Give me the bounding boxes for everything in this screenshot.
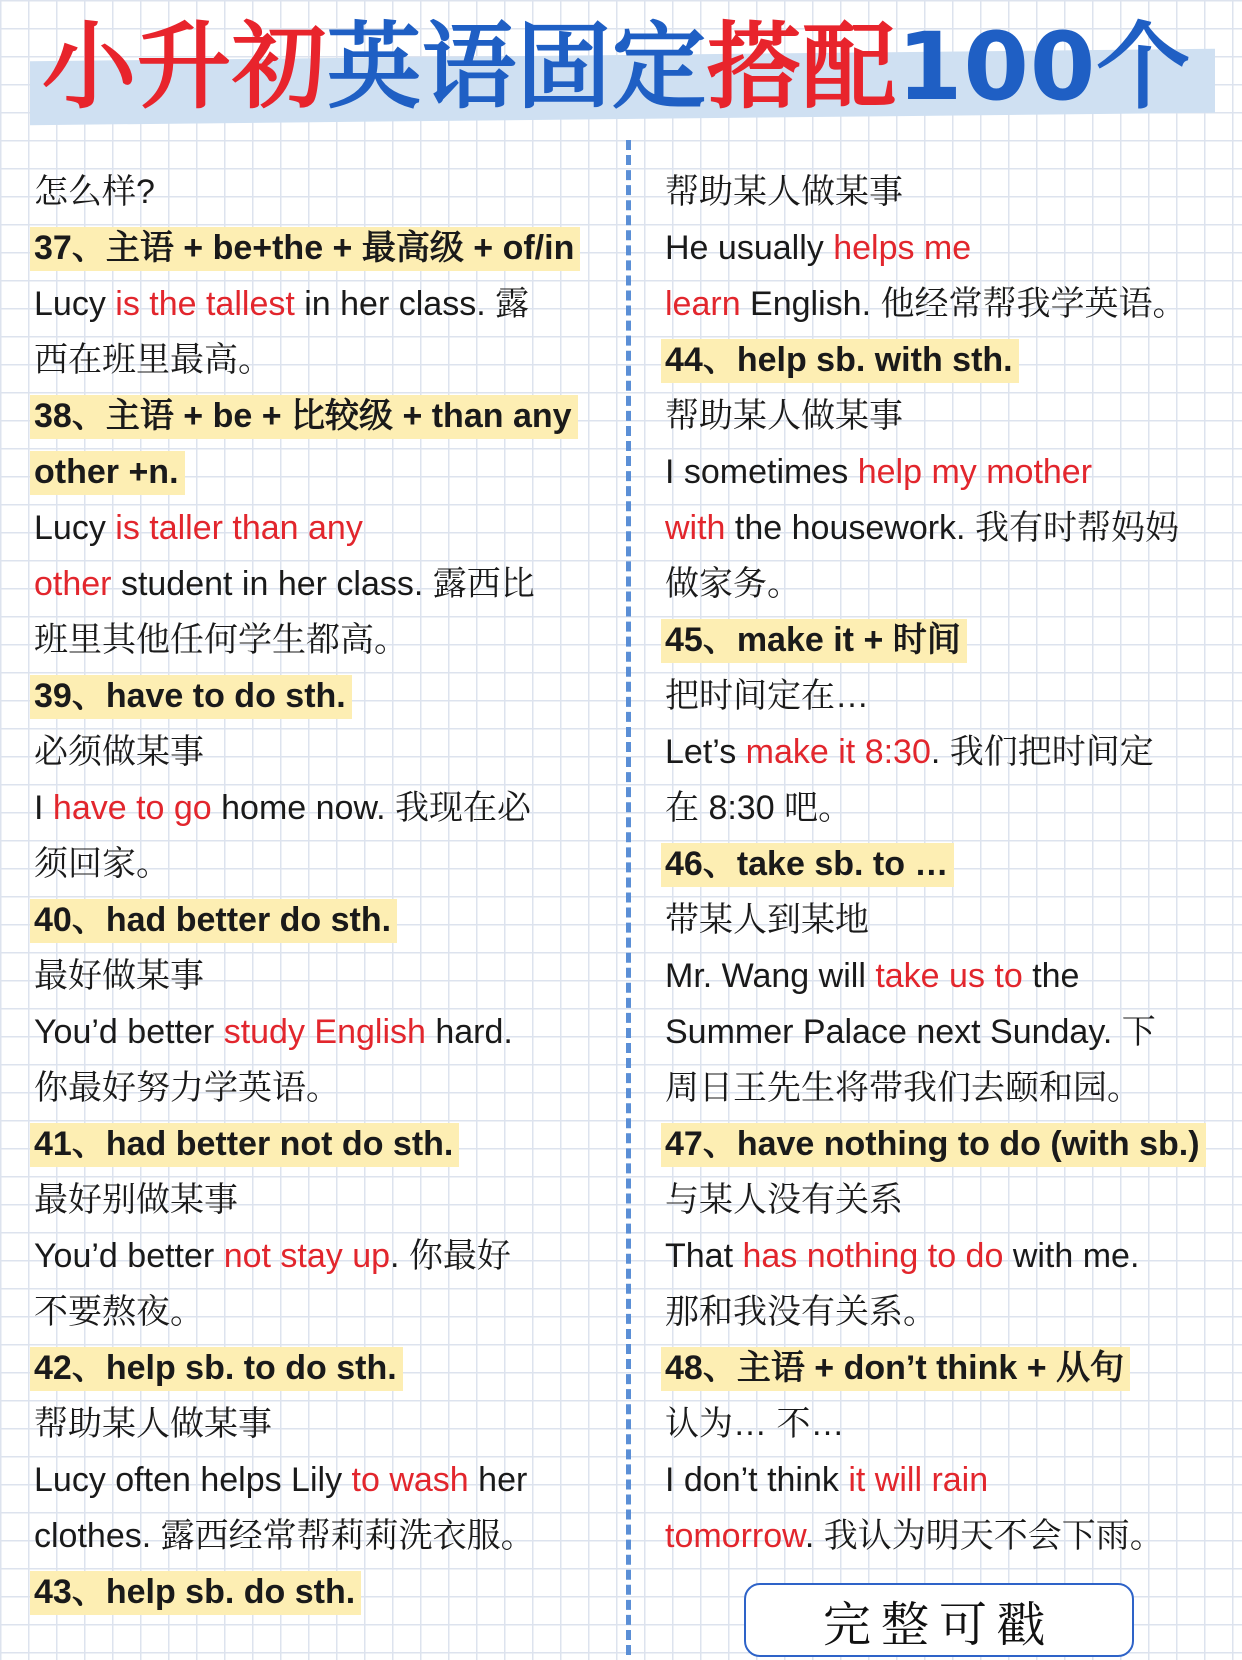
text-segment: 42、help sb. to do sth. [34, 1349, 397, 1387]
keyword-phrase: take us to [875, 957, 1023, 995]
text-segment: 帮助某人做某事 [665, 397, 903, 435]
text-segment: 45、make it + 时间 [665, 621, 961, 659]
text-line [665, 1060, 1225, 1116]
keyword-phrase: is the tallest [115, 285, 295, 323]
text-line [34, 612, 594, 668]
text-line [665, 1284, 1225, 1340]
text-segment: 做家务。 [665, 565, 801, 603]
title-part-red-b: 搭配 [707, 13, 898, 122]
phrase-heading [34, 388, 594, 444]
text-segment: I sometimes [665, 453, 858, 491]
text-line [34, 1004, 594, 1060]
text-segment: her [468, 1461, 528, 1499]
text-segment: 39、have to do sth. [34, 677, 346, 715]
text-segment: home now. 我现在必 [211, 789, 532, 827]
phrase-heading [34, 1564, 594, 1620]
phrase-heading [665, 332, 1225, 388]
text-line [665, 1172, 1225, 1228]
text-line [34, 1060, 594, 1116]
text-line [665, 220, 1225, 276]
text-segment: You’d better [34, 1237, 224, 1275]
text-segment: other +n. [34, 453, 179, 491]
text-line [34, 836, 594, 892]
text-line [34, 500, 594, 556]
keyword-phrase: helps me [833, 229, 972, 267]
phrase-heading [665, 836, 1225, 892]
text-line [665, 780, 1225, 836]
keyword-phrase: not stay up [223, 1237, 391, 1275]
text-segment: 38、主语 + be + 比较级 + than any [34, 397, 572, 435]
heading-highlight [30, 1123, 459, 1167]
text-segment: 在 8:30 吧。 [665, 789, 853, 827]
keyword-phrase: make it 8:30 [745, 733, 931, 771]
text-line [665, 948, 1225, 1004]
keyword-phrase: is taller than any [115, 509, 363, 547]
text-segment: 周日王先生将带我们去颐和园。 [665, 1069, 1141, 1107]
text-line [34, 1228, 594, 1284]
text-segment: . 我认为明天不会下雨。 [804, 1517, 1164, 1555]
text-segment: English. 他经常帮我学英语。 [740, 285, 1187, 323]
text-line [665, 1004, 1225, 1060]
keyword-phrase: it will rain [848, 1461, 989, 1499]
keyword-phrase: with [665, 509, 726, 547]
keyword-phrase: to wash [351, 1461, 469, 1499]
text-line [34, 948, 594, 1004]
text-segment: I don’t think [665, 1461, 849, 1499]
text-segment: 帮助某人做某事 [34, 1405, 272, 1443]
column-divider [626, 140, 631, 1655]
view-complete-button[interactable]: 完整可戳 [744, 1583, 1134, 1657]
text-segment: the [1022, 957, 1080, 995]
text-line [665, 1508, 1225, 1564]
text-segment: the housework. 我有时帮妈妈 [725, 509, 1179, 547]
heading-highlight [661, 843, 954, 887]
text-segment: 最好别做某事 [34, 1181, 238, 1219]
text-segment: 不要熬夜。 [34, 1293, 204, 1331]
right-column [665, 164, 1225, 1564]
text-segment: 46、take sb. to … [665, 845, 949, 883]
heading-highlight [661, 619, 967, 663]
phrase-heading [34, 668, 594, 724]
text-line [665, 724, 1225, 780]
text-segment: hard. [425, 1013, 513, 1051]
text-segment: . 你最好 [390, 1237, 511, 1275]
text-segment: 你最好努力学英语。 [34, 1069, 340, 1107]
keyword-phrase: learn [665, 285, 741, 323]
keyword-phrase: other [34, 565, 112, 603]
heading-highlight [30, 1571, 361, 1615]
phrase-heading [34, 1116, 594, 1172]
text-segment: 43、help sb. do sth. [34, 1573, 356, 1611]
page-title [42, 8, 1222, 128]
keyword-phrase: study English [223, 1013, 426, 1051]
text-line [665, 668, 1225, 724]
text-segment: 那和我没有关系。 [665, 1293, 937, 1331]
text-segment: 41、had better not do sth. [34, 1125, 454, 1163]
text-segment: Lucy [34, 285, 116, 323]
text-segment: 必须做某事 [34, 733, 204, 771]
text-segment: He usually [665, 229, 834, 267]
text-line [34, 332, 594, 388]
text-segment: 40、had better do sth. [34, 901, 392, 939]
text-segment: . 我们把时间定 [930, 733, 1154, 771]
text-line [665, 1452, 1225, 1508]
text-segment: 最好做某事 [34, 957, 204, 995]
text-line [665, 892, 1225, 948]
heading-highlight [30, 227, 580, 271]
heading-highlight [661, 1347, 1130, 1391]
text-segment: clothes. 露西经常帮莉莉洗衣服。 [34, 1517, 535, 1555]
text-segment: 47、have nothing to do (with sb.) [665, 1125, 1200, 1163]
heading-highlight [661, 1123, 1206, 1167]
keyword-phrase: has nothing to do [742, 1237, 1004, 1275]
text-segment: 带某人到某地 [665, 901, 869, 939]
text-segment: Lucy often helps Lily [34, 1461, 352, 1499]
text-line [34, 1396, 594, 1452]
text-segment: 与某人没有关系 [665, 1181, 903, 1219]
text-line [665, 164, 1225, 220]
keyword-phrase: help my mother [857, 453, 1093, 491]
phrase-heading [34, 444, 594, 500]
text-line [34, 1284, 594, 1340]
text-segment: 44、help sb. with sth. [665, 341, 1013, 379]
text-line [665, 388, 1225, 444]
heading-highlight [30, 899, 397, 943]
text-segment: 认为… 不… [665, 1405, 845, 1443]
text-segment: Lucy [34, 509, 116, 547]
heading-highlight [30, 1347, 403, 1391]
phrase-heading [34, 220, 594, 276]
phrase-heading [34, 1340, 594, 1396]
text-line [34, 276, 594, 332]
text-segment: 须回家。 [34, 845, 170, 883]
text-segment: Summer Palace next Sunday. 下 [665, 1013, 1156, 1051]
title-part-red: 小升初 [42, 13, 328, 122]
text-line [665, 1396, 1225, 1452]
text-segment: You’d better [34, 1013, 224, 1051]
text-segment: 西在班里最高。 [34, 341, 272, 379]
text-line [34, 724, 594, 780]
text-line [34, 1508, 594, 1564]
text-segment: 怎么样? [34, 173, 155, 211]
text-line [665, 276, 1225, 332]
phrase-heading [665, 1340, 1225, 1396]
text-line [665, 1228, 1225, 1284]
text-segment: with me. [1003, 1237, 1140, 1275]
heading-highlight [30, 395, 578, 439]
text-line [34, 1452, 594, 1508]
phrase-heading [665, 612, 1225, 668]
text-segment: I [34, 789, 53, 827]
text-segment: Let’s [665, 733, 746, 771]
text-segment: student in her class. 露西比 [111, 565, 535, 603]
title-number: 100个 [897, 13, 1192, 122]
text-line [34, 556, 594, 612]
text-line [34, 1172, 594, 1228]
text-segment: in her class. 露 [294, 285, 530, 323]
heading-highlight [661, 339, 1019, 383]
text-line [665, 500, 1225, 556]
text-line [665, 556, 1225, 612]
text-segment: 48、主语 + don’t think + 从句 [665, 1349, 1125, 1387]
heading-highlight [30, 675, 352, 719]
text-segment: 37、主语 + be+the + 最高级 + of/in [34, 229, 575, 267]
keyword-phrase: tomorrow [665, 1517, 805, 1555]
left-column [34, 164, 594, 1620]
text-segment: 把时间定在… [665, 677, 869, 715]
text-line [34, 164, 594, 220]
keyword-phrase: have to go [52, 789, 212, 827]
text-segment: 帮助某人做某事 [665, 173, 903, 211]
phrase-heading [665, 1116, 1225, 1172]
text-line [665, 444, 1225, 500]
phrase-heading [34, 892, 594, 948]
text-segment: That [665, 1237, 743, 1275]
text-line [34, 780, 594, 836]
heading-highlight [30, 451, 185, 495]
text-segment: Mr. Wang will [665, 957, 876, 995]
text-segment: 班里其他任何学生都高。 [34, 621, 408, 659]
title-part-blue: 英语固定 [327, 13, 708, 122]
